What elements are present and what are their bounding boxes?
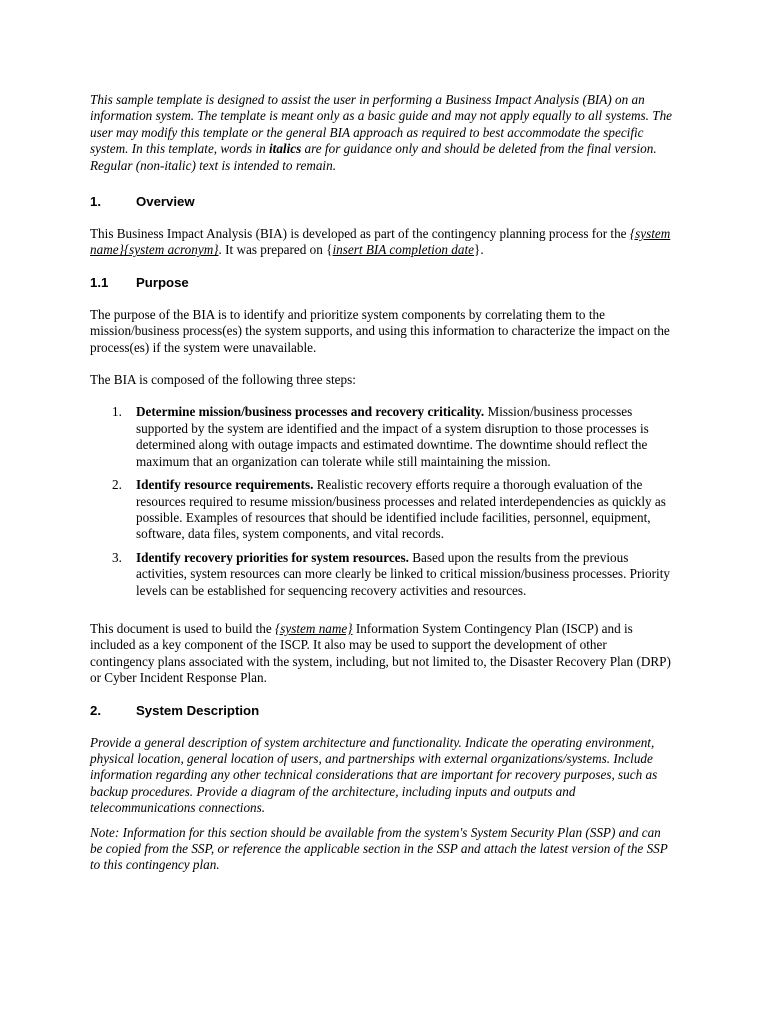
purpose-paragraph-2: The BIA is composed of the following three steps: — [90, 372, 356, 388]
system-description-note: Note: Information for this section should be available from the system's System Security Plan (SSP) and can be copied from the SSP, or reference the applicable section in the SSP and attach the latest version of the SSP to this contingency plan. — [90, 824, 668, 873]
list-item-body: Realistic recovery efforts require a thorough evaluation of the resources required to resume mission/business processes and related interdependencies as quickly as possible. Examples of resources that should be identified include facilities, personnel, equipment, software, data files, system components, and vital records. — [136, 477, 666, 542]
overview-text-2: . It was prepared on — [218, 242, 327, 258]
list-item-text — [136, 404, 674, 470]
overview-text-1: This Business Impact Analysis (BIA) is developed as part of the contingency planning process for the — [90, 226, 630, 242]
purpose-paragraph-1: The purpose of the BIA is to identify and prioritize system components by correlating them to the mission/business process(es) the system supports, and using this information to characterize the impact on the process(es) if the system were unavailable. — [90, 306, 670, 355]
list-item-lead: Determine mission/business processes and recovery criticality. — [136, 404, 485, 420]
list-item-lead: Identify resource requirements. — [136, 477, 314, 493]
placeholder-system-acronym: {system acronym} — [123, 242, 219, 258]
section-heading-purpose — [90, 275, 674, 291]
list-item-body: Based upon the results from the previous activities, system resources can more clearly be linked to critical mission/business processes. Priority levels can be established for sequencing recovery activities and resources. — [136, 549, 670, 598]
placeholder-completion-date: insert BIA completion date — [332, 242, 475, 258]
section-number: 1. — [90, 194, 101, 210]
section-heading-system-description — [90, 703, 674, 719]
placeholder-system-name: {system name} — [274, 620, 353, 636]
list-item — [90, 404, 674, 470]
intro-bold-word: italics — [269, 141, 302, 157]
intro-guidance — [90, 92, 674, 174]
overview-paragraph — [90, 226, 674, 259]
purpose-paragraph-3 — [90, 621, 674, 687]
section-title: System Description — [136, 702, 260, 718]
section-heading-overview — [90, 194, 674, 210]
purpose-text-3b: Information System Contingency Plan (ISCP) and is included as a key component of the ISCP. It also may be used to support the development of other contingency plans associated with the system, including, but not limited to, the Disaster Recovery Plan (DRP) or Cyber Incident Response Plan. — [90, 620, 671, 686]
list-item-body: Mission/business processes supported by the system are identified and the impact of a system disruption to those processes is determined along with outage impacts and estimated downtime. The downtime should reflect the maximum that an organization can tolerate while still maintaining the mission. — [136, 404, 649, 469]
overview-text-3: . — [480, 242, 484, 258]
intro-text-2: are for guidance only and should be deleted from the final version. Regular (non-italic) text is intended to remain. — [90, 141, 657, 173]
section-title: Purpose — [136, 274, 189, 290]
list-item-number: 3. — [112, 549, 122, 565]
placeholder-system-name: {system name} — [90, 226, 671, 258]
section-number: 2. — [90, 702, 101, 718]
intro-text-1: This sample template is designed to assist the user in performing a Business Impact Analysis (BIA) on an information system. The template is meant only as a basic guide and may not apply equally to all systems. The user may modify this template or the general BIA approach as required to best accommodate the specific system. In this template, words in — [90, 92, 673, 157]
list-item-text — [136, 550, 674, 599]
brace-close: } — [474, 242, 481, 258]
brace-open: { — [326, 242, 333, 258]
section-title: Overview — [136, 194, 195, 210]
list-item — [90, 477, 674, 543]
list-item-number: 1. — [112, 404, 122, 420]
purpose-text-3a: This document is used to build the — [90, 620, 275, 636]
list-item-lead: Identify recovery priorities for system resources. — [136, 549, 409, 565]
list-item-number: 2. — [112, 477, 122, 493]
bia-steps-list — [90, 404, 674, 598]
list-item-text — [136, 477, 674, 543]
section-number: 1.1 — [90, 274, 109, 290]
system-description-guidance: Provide a general description of system architecture and functionality. Indicate the operating environment, physical location, general location of users, and partnerships with external organizations/systems. Include information regarding any other technical considerations that are important for recovery purposes, such as backup procedures. Provide a diagram of the architecture, including inputs and outputs and telecommunications connections. — [90, 734, 658, 816]
list-item — [90, 550, 674, 599]
